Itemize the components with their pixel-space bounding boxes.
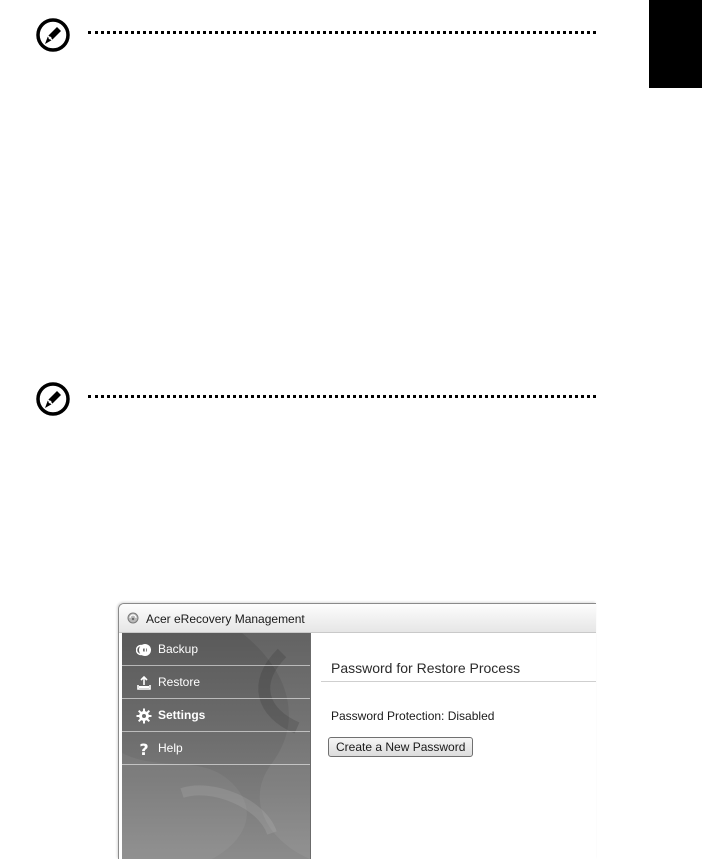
sidebar-item-label: Restore [158, 675, 201, 689]
note-divider [88, 31, 596, 34]
create-new-password-button[interactable]: Create a New Password [328, 737, 473, 757]
note-pen-icon [36, 382, 70, 416]
sidebar-item-label: Backup [158, 642, 199, 656]
restore-tray-icon [136, 675, 152, 691]
section-divider [321, 681, 596, 682]
disc-backup-icon [136, 642, 152, 658]
erecovery-window [118, 603, 596, 859]
sidebar-item-label: Help [158, 741, 183, 755]
sidebar-item-settings[interactable] [122, 699, 310, 732]
sidebar [122, 633, 311, 859]
window-body [119, 633, 596, 859]
window-titlebar[interactable] [119, 604, 596, 633]
settings-content-panel [311, 633, 596, 859]
password-protection-status: Password Protection: Disabled [331, 709, 495, 723]
note-divider [88, 395, 596, 398]
section-title: Password for Restore Process [331, 660, 521, 676]
question-mark-icon [136, 741, 152, 757]
window-title: Acer eRecovery Management [146, 612, 305, 626]
note-pen-icon [36, 18, 70, 52]
chapter-thumb-tab [649, 0, 702, 88]
gear-icon [136, 708, 152, 724]
erecovery-app-icon [127, 612, 139, 624]
sidebar-item-restore[interactable] [122, 666, 310, 699]
note-marker-1 [36, 18, 596, 50]
svg-text:?: ? [139, 741, 149, 757]
sidebar-item-label: Settings [158, 708, 206, 722]
note-marker-2 [36, 382, 596, 414]
sidebar-item-backup[interactable] [122, 633, 310, 666]
sidebar-item-help[interactable] [122, 732, 310, 765]
